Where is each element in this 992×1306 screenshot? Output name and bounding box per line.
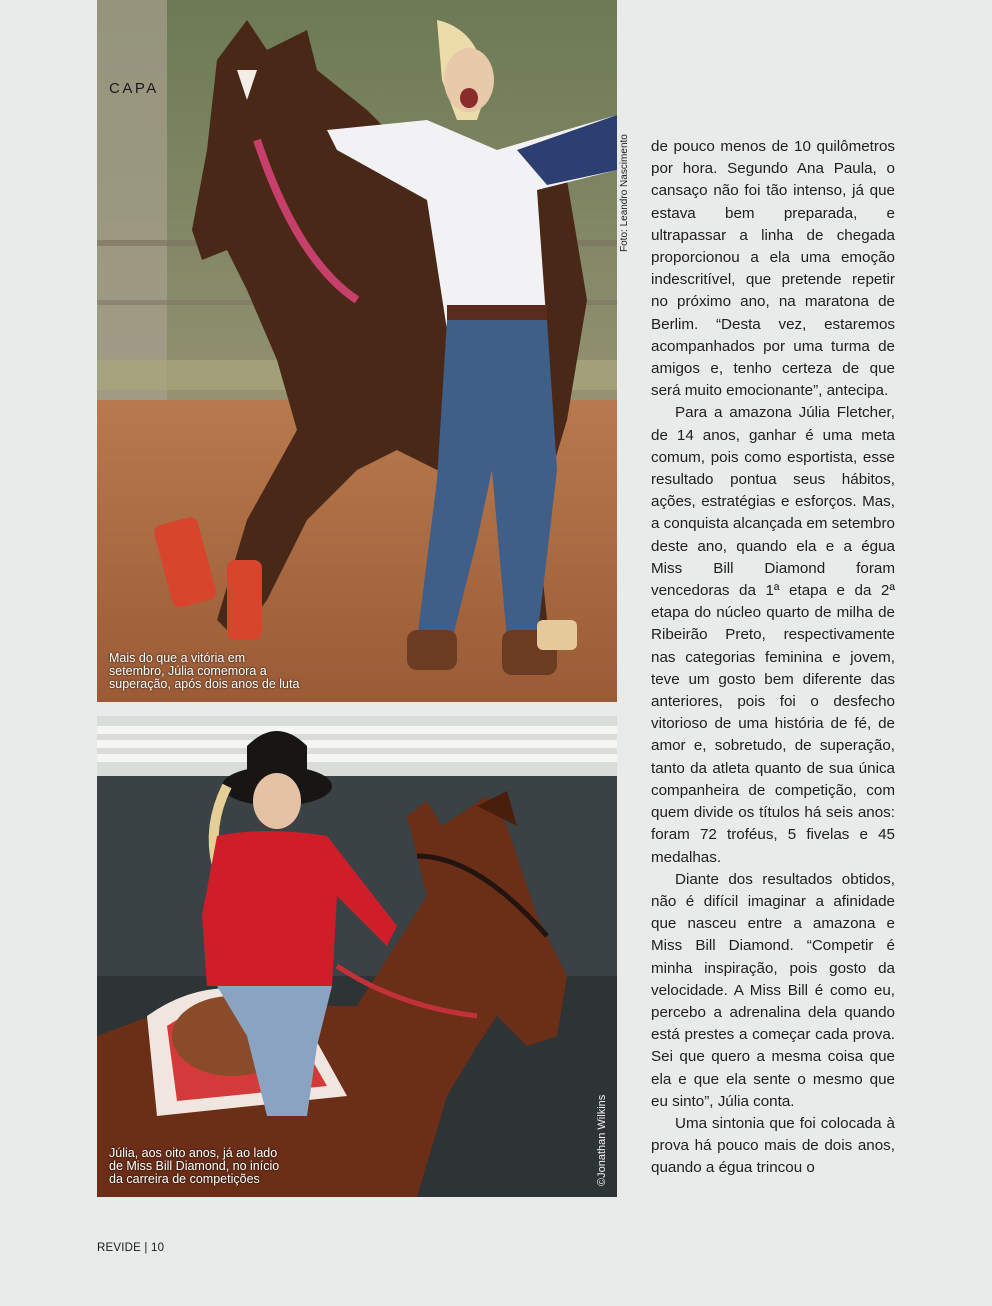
caption-line: da carreira de competições — [109, 1172, 260, 1186]
photo-illustration-young-rider — [97, 716, 617, 1197]
page-footer: REVIDE | 10 — [97, 1242, 165, 1254]
caption-line: Júlia, aos oito anos, já ao lado — [109, 1146, 278, 1160]
article-paragraph: Diante dos resultados obtidos, não é difícil imaginar a afinidade que nasceu entre a amazona e Miss Bill Diamond. “Competir é minha inspiração, pois gosto da velocidade. A Miss Bill é como eu, percebo a adrenalina dela quando está prestes a começar cada prova. Sei que quero a mesma coisa que ela e que ela sente o mesmo que eu sinto”, Júlia conta. — [651, 870, 895, 1110]
section-label: CAPA — [109, 80, 159, 97]
article-paragraph: de pouco menos de 10 quilômetros por hora. Segundo Ana Paula, o cansaço não foi tão intenso, já que estava bem preparada, e ultrapassar a linha de chegada proporcionou a ela uma emoção indescritível, que pretende repetir no próximo ano, na maratona de Berlim. “Desta vez, estaremos acompanhados por uma turma de amigos e, tenho certeza de que será muito emocionante”, antecipa. — [651, 138, 895, 400]
article-paragraph: Para a amazona Júlia Fletcher, de 14 anos, ganhar é uma meta comum, pois como esportista, esse resultado pontua seus hábitos, ações, estratégias e esforços. Mas, a conquista alcançada em setembro deste ano, quando ela e a égua Miss Bill Diamond foram vencedoras da 1ª etapa e da 2ª etapa do núcleo quarto de milha de Ribeirão Preto, respectivamente nas categorias feminina e jovem, teve um gosto bem diferente das anteriores, pois foi o desfecho vitorioso de uma história de fé, de amor e, sobretudo, de superação, tanto da atleta quanto de sua única companheira de competição, com quem divide os títulos há seis anos: foram 72 troféus, 5 fivelas e 45 medalhas. — [651, 404, 895, 866]
photo-credit-bottom: ©Jonathan Wilkins — [596, 1094, 608, 1186]
photo-illustration-celebration — [97, 0, 617, 702]
cover-photo-bottom — [97, 716, 617, 1197]
photo-caption-bottom — [109, 1147, 279, 1186]
article-body — [651, 136, 895, 1180]
photo-credit-top: Foto: Leandro Nascimento — [619, 134, 630, 252]
photo-caption-top — [109, 652, 299, 691]
caption-line: setembro, Júlia comemora a — [109, 664, 267, 678]
cover-photo-top — [97, 0, 617, 702]
article-paragraph: Uma sintonia que foi colocada à prova há pouco mais de dois anos, quando a égua trincou o — [651, 1114, 895, 1177]
caption-line: Mais do que a vitória em — [109, 651, 246, 665]
caption-line: de Miss Bill Diamond, no início — [109, 1159, 280, 1173]
caption-line: superação, após dois anos de luta — [109, 677, 300, 691]
